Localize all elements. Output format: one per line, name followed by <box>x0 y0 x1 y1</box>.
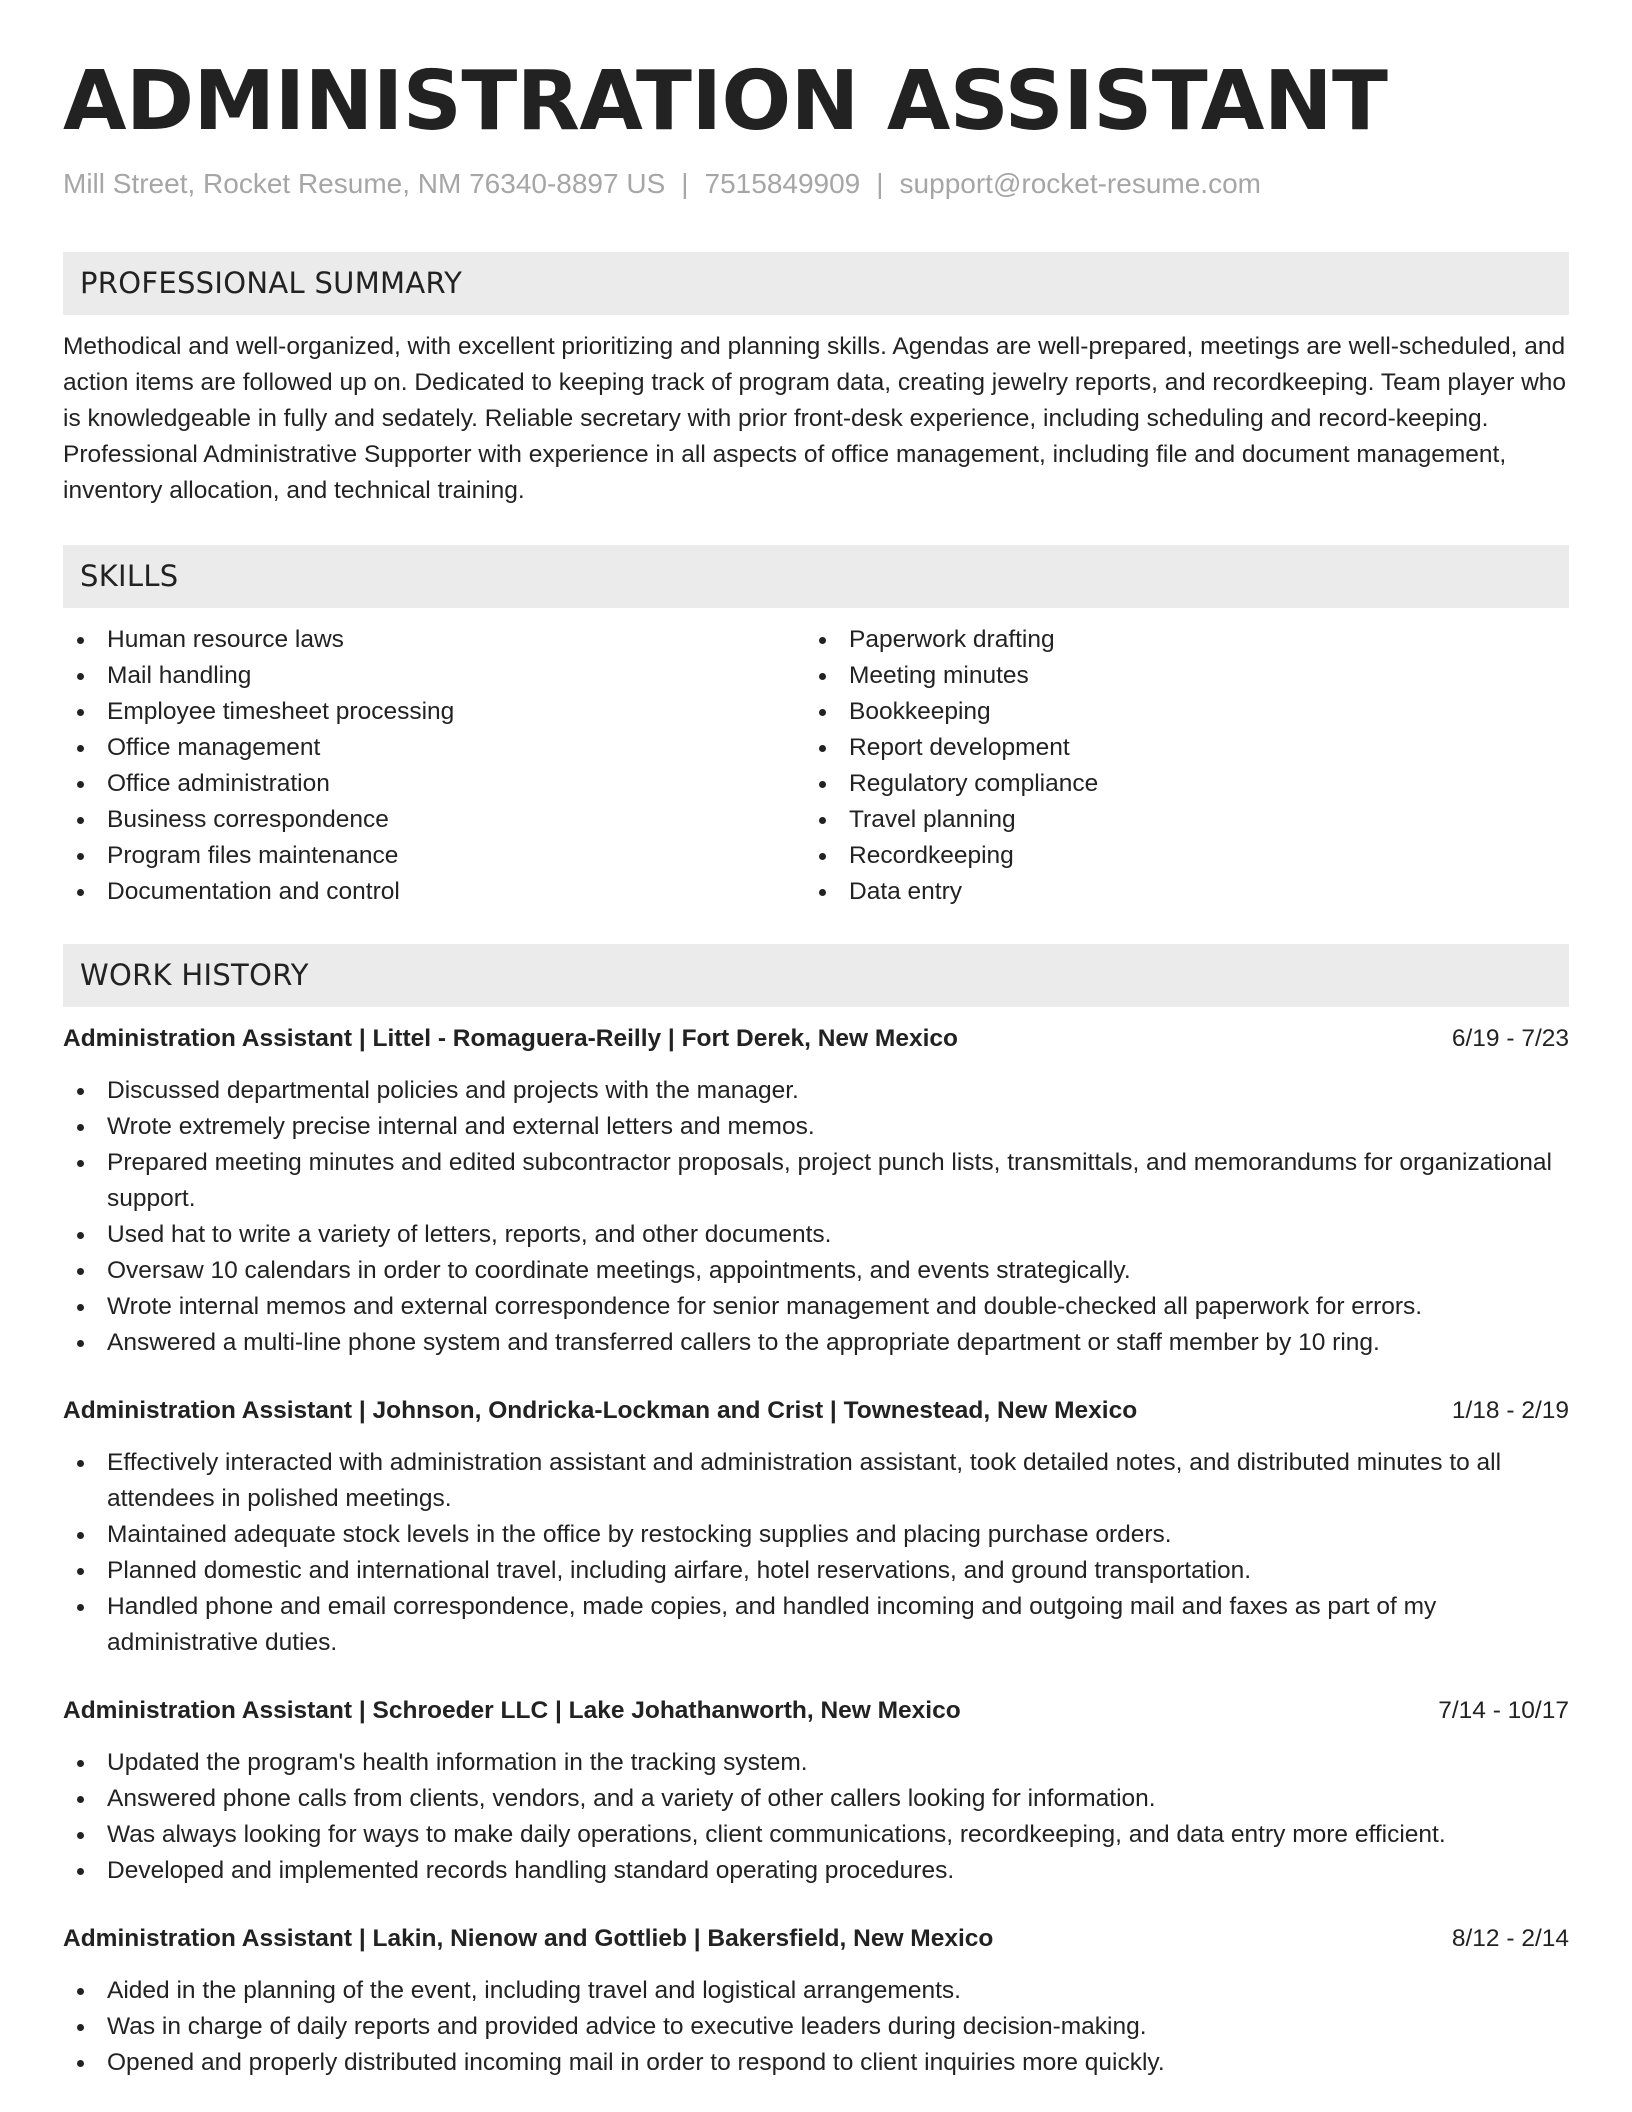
job-duty: Wrote internal memos and external correspondence for senior management and double-checked all paperwork for errors. <box>63 1289 1569 1325</box>
skill-item: Documentation and control <box>63 874 805 910</box>
job-duty: Discussed departmental policies and projects with the manager. <box>63 1073 1569 1109</box>
skill-item: Recordkeeping <box>805 838 1547 874</box>
skill-item: Business correspondence <box>63 802 805 838</box>
job-entry <box>63 1021 1569 1361</box>
job-duty: Wrote extremely precise internal and external letters and memos. <box>63 1109 1569 1145</box>
job-dates: 1/18 - 2/19 <box>1451 1397 1569 1424</box>
skill-item: Bookkeeping <box>805 694 1547 730</box>
job-duty: Handled phone and email correspondence, made copies, and handled incoming and outgoing mail and faxes as part of my administrative duties. <box>63 1589 1569 1661</box>
skill-item: Meeting minutes <box>805 658 1547 694</box>
job-duty: Planned domestic and international travel, including airfare, hotel reservations, and ground transportation. <box>63 1553 1569 1589</box>
professional-summary-heading: PROFESSIONAL SUMMARY <box>63 252 1569 315</box>
skill-item: Paperwork drafting <box>805 622 1547 658</box>
contact-email[interactable]: support@rocket-resume.com <box>899 168 1261 199</box>
job-entry <box>63 1921 1569 2081</box>
job-duties <box>63 1973 1569 2081</box>
skills-column-left <box>63 622 805 910</box>
skills-list <box>63 622 1569 910</box>
job-duty: Opened and properly distributed incoming mail in order to respond to client inquiries more quickly. <box>63 2045 1569 2081</box>
job-title: Administration Assistant | Johnson, Ondricka-Lockman and Crist | Townestead, New Mexico <box>63 1397 1138 1424</box>
job-duty: Developed and implemented records handling standard operating procedures. <box>63 1853 1569 1889</box>
skill-item: Report development <box>805 730 1547 766</box>
skill-item: Office administration <box>63 766 805 802</box>
job-header <box>63 1393 1569 1429</box>
job-title: Administration Assistant | Schroeder LLC | Lake Johathanworth, New Mexico <box>63 1697 961 1724</box>
job-duty: Effectively interacted with administration assistant and administration assistant, took detailed notes, and distributed minutes to all attendees in polished meetings. <box>63 1445 1569 1517</box>
job-duties <box>63 1745 1569 1889</box>
job-duty: Answered a multi-line phone system and transferred callers to the appropriate department or staff member by 10 ring. <box>63 1325 1569 1361</box>
skill-item: Travel planning <box>805 802 1547 838</box>
job-duty: Updated the program's health information in the tracking system. <box>63 1745 1569 1781</box>
skill-item: Program files maintenance <box>63 838 805 874</box>
job-duty: Aided in the planning of the event, including travel and logistical arrangements. <box>63 1973 1569 2009</box>
job-entry <box>63 1693 1569 1889</box>
work-history-heading: WORK HISTORY <box>63 944 1569 1007</box>
skills-column-right <box>805 622 1547 910</box>
job-header <box>63 1693 1569 1729</box>
job-title: Administration Assistant | Lakin, Nienow and Gottlieb | Bakersfield, New Mexico <box>63 1925 994 1952</box>
skills-heading: SKILLS <box>63 545 1569 608</box>
skill-item: Regulatory compliance <box>805 766 1547 802</box>
job-duty: Used hat to write a variety of letters, reports, and other documents. <box>63 1217 1569 1253</box>
job-duties <box>63 1073 1569 1361</box>
contact-address: Mill Street, Rocket Resume, NM 76340-8897 US <box>63 168 666 199</box>
job-duty: Oversaw 10 calendars in order to coordinate meetings, appointments, and events strategically. <box>63 1253 1569 1289</box>
job-duty: Prepared meeting minutes and edited subcontractor proposals, project punch lists, transmittals, and memorandums for organizational support. <box>63 1145 1569 1217</box>
job-dates: 8/12 - 2/14 <box>1451 1925 1569 1952</box>
contact-separator: | <box>681 168 689 199</box>
job-title: Administration Assistant | Littel - Romaguera-Reilly | Fort Derek, New Mexico <box>63 1025 958 1052</box>
work-history-list <box>63 1021 1569 2081</box>
skill-item: Data entry <box>805 874 1547 910</box>
job-duty: Was always looking for ways to make daily operations, client communications, recordkeeping, and data entry more efficient. <box>63 1817 1569 1853</box>
skill-item: Mail handling <box>63 658 805 694</box>
professional-summary-text: Methodical and well-organized, with excellent prioritizing and planning skills. Agendas are well-prepared, meetings are well-scheduled, and action items are followed up on. Dedicated to keeping track of program data, creating jewelry reports, and recordkeeping. Team player who is knowledgeable in fully and sedately. Reliable secretary with prior front-desk experience, including scheduling and record-keeping. Professional Administrative Supporter with experience in all aspects of office management, including file and document management, inventory allocation, and technical training. <box>63 333 1567 504</box>
candidate-name: ADMINISTRATION ASSISTANT <box>63 54 1388 149</box>
job-entry <box>63 1393 1569 1661</box>
skill-item: Employee timesheet processing <box>63 694 805 730</box>
job-header <box>63 1021 1569 1057</box>
job-dates: 7/14 - 10/17 <box>1438 1697 1569 1724</box>
job-dates: 6/19 - 7/23 <box>1451 1025 1569 1052</box>
contact-phone: 7515849909 <box>704 168 861 199</box>
skill-item: Human resource laws <box>63 622 805 658</box>
job-header <box>63 1921 1569 1957</box>
job-duties <box>63 1445 1569 1661</box>
job-duty: Was in charge of daily reports and provided advice to executive leaders during decision-making. <box>63 2009 1569 2045</box>
contact-line <box>63 164 1569 204</box>
contact-separator: | <box>876 168 884 199</box>
skill-item: Office management <box>63 730 805 766</box>
job-duty: Answered phone calls from clients, vendors, and a variety of other callers looking for information. <box>63 1781 1569 1817</box>
job-duty: Maintained adequate stock levels in the office by restocking supplies and placing purchase orders. <box>63 1517 1569 1553</box>
